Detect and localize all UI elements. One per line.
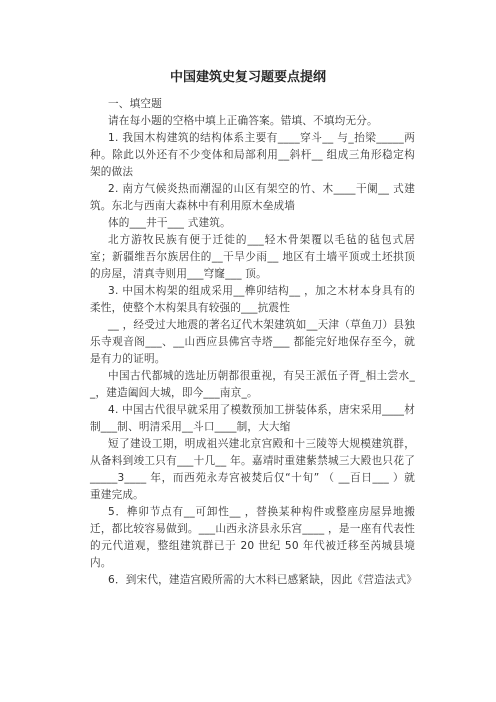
- section-heading: 一、填空题: [108, 98, 162, 110]
- question-paragraph: 3. 中国木构架的组成采用__榫卯结构__ ，加之木材本身具有的柔性，使整个木构架具有较强的___抗震性: [90, 285, 415, 314]
- question-paragraph: 1. 我国木构建筑的结构体系主要有____穿斗__ 与_抬梁_____两种。除此以外还有不少变体和局部利用__斜杆__ 组成三角形稳定构架的做法: [90, 132, 415, 178]
- question-paragraph: 5．榫卯节点有__可卸性__ ，替换某种构件或整座房屋异地搬迁，都比较容易做到。___山西永济县永乐宫____ ，是一座有代表性的元代道观，整组建筑群已于 20 世纪 50 年代被迁移至芮城县境内。: [90, 506, 415, 569]
- question-paragraph: __ ，经受过大地震的著名辽代木架建筑如__天津（草鱼刀）县独乐寺观音阁___、__山西应县佛宫寺塔___ 都能完好地保存至今，就是有力的证明。: [90, 319, 415, 365]
- question-paragraph: 体的___井干___ 式建筑。: [108, 217, 231, 229]
- instruction-paragraph: 请在每小题的空格中填上正确答案。错填、不填均无分。: [108, 115, 378, 127]
- question-paragraph: 中国古代都城的选址历朝都很重视，有吴王派伍子胥_相土尝水__，建造阖闾大城，即今___南京_。: [90, 370, 415, 399]
- question-paragraph: 北方游牧民族有便于迁徙的___轻木骨架覆以毛毡的毡包式居室；新疆维吾尔族居住的__干旱少雨__ 地区有土墙平顶或土坯拱顶的房屋，清真寺则用___穹窿___ 顶。: [90, 234, 415, 280]
- document-body: [90, 96, 418, 589]
- document-title: 中国建筑史复习题要点提纲: [169, 70, 326, 85]
- question-paragraph: 4. 中国古代很早就采用了模数预加工拼装体系，唐宋采用____材制___制、明清采用__斗口____制，大大缩: [90, 404, 415, 433]
- question-paragraph: 6．到宋代，建造宫殿所需的大木料已感紧缺，因此《营造法式》: [108, 574, 418, 586]
- question-paragraph: 2. 南方气候炎热而潮湿的山区有架空的竹、木____干阑__ 式建筑。东北与西南大森林中有利用原木垒成墙: [90, 183, 415, 212]
- question-paragraph: 短了建设工期，明成祖兴建北京宫殿和十三陵等大规模建筑群，从备料到竣工只有___十几__ 年。嘉靖时重建紫禁城三大殿也只花了_____3____ 年，而西苑永寿宫被焚后仅“十旬” （ __百日___ ）就重建完成。: [90, 438, 415, 501]
